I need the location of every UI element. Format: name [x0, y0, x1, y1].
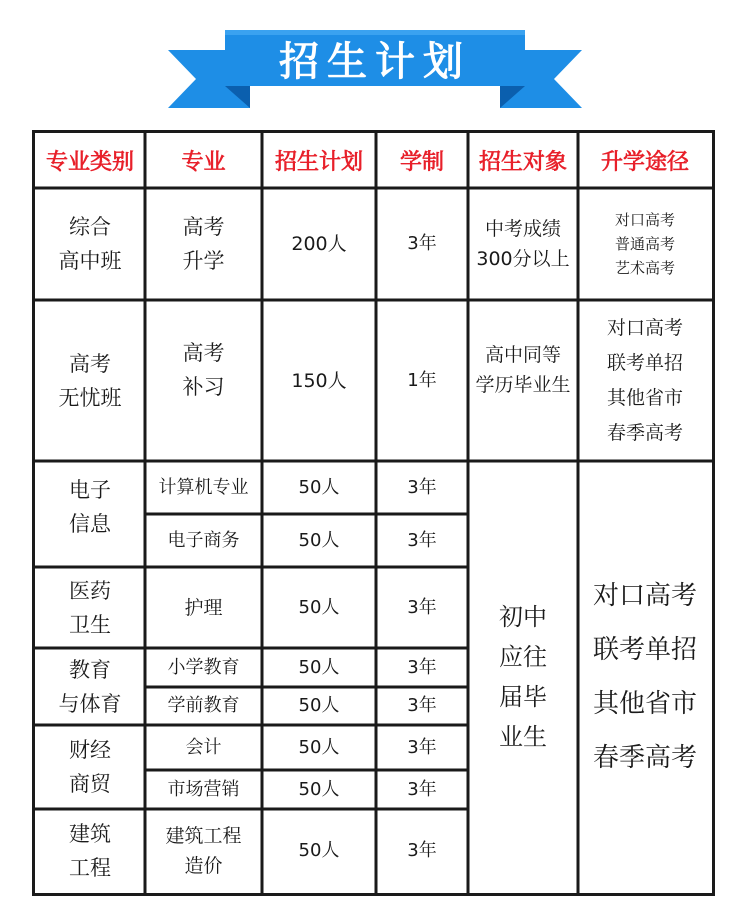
cell-category: 教育 与体育: [58, 657, 122, 716]
cell-years: 3年: [407, 233, 437, 254]
cell-plan: 50人: [298, 736, 340, 758]
cell-target: 高中同等 学历毕业生: [475, 344, 571, 396]
cell-plan: 50人: [298, 476, 340, 498]
cell-plan: 50人: [298, 695, 340, 716]
cell-category: 电子 信息: [69, 478, 111, 536]
header-plan: 招生计划: [274, 150, 363, 175]
cell-major: 学前教育: [167, 695, 240, 716]
cell-category: 综合 高中班: [58, 215, 122, 273]
header-path: 升学途径: [600, 150, 689, 175]
header-target: 招生对象: [478, 150, 567, 175]
cell-major: 建筑工程 造价: [165, 825, 242, 877]
cell-years: 3年: [407, 778, 437, 800]
cell-years: 3年: [407, 840, 437, 861]
cell-plan: 50人: [298, 778, 340, 800]
cell-plan: 200人: [291, 233, 347, 255]
cell-years: 3年: [407, 476, 437, 498]
cell-major: 计算机专业: [158, 476, 249, 498]
cell-years: 3年: [407, 736, 437, 758]
cell-category: 高考 无忧班: [58, 351, 122, 410]
cell-plan: 50人: [298, 840, 340, 861]
cell-shared-path: 对口高考 联考单招 其他省市 春季高考: [592, 581, 697, 773]
cell-plan: 50人: [298, 656, 340, 678]
cell-years: 3年: [407, 656, 437, 678]
cell-major: 高考 补习: [182, 341, 225, 399]
cell-target: 中考成绩 300分以上: [476, 218, 570, 270]
header-category: 专业类别: [45, 150, 134, 175]
cell-path: 对口高考 普通高考 艺术高考: [614, 211, 675, 277]
cell-plan: 150人: [291, 369, 347, 392]
cell-category: 建筑 工程: [69, 822, 111, 880]
title-banner: [0, 0, 750, 118]
cell-major: 电子商务: [167, 529, 240, 551]
cell-major: 小学教育: [167, 656, 240, 678]
cell-major: 高考 升学: [182, 215, 225, 273]
cell-shared-target: 初中 应往 届毕 业生: [499, 603, 547, 751]
cell-years: 3年: [407, 695, 437, 716]
cell-path: 对口高考 联考单招 其他省市 春季高考: [606, 316, 683, 444]
cell-major: 护理: [184, 596, 223, 619]
cell-years: 3年: [407, 596, 437, 618]
cell-category: 财经 商贸: [69, 738, 111, 796]
enrollment-table: [32, 130, 715, 896]
banner-title: 招生计划: [279, 38, 471, 85]
cell-years: 1年: [407, 369, 437, 391]
cell-category: 医药 卫生: [69, 578, 111, 637]
cell-major: 会计: [185, 736, 222, 758]
cell-major: 市场营销: [167, 778, 240, 800]
cell-years: 3年: [407, 529, 437, 551]
cell-plan: 50人: [298, 596, 340, 618]
header-years: 学制: [399, 150, 444, 175]
header-major: 专业: [181, 150, 226, 175]
cell-plan: 50人: [298, 529, 340, 551]
